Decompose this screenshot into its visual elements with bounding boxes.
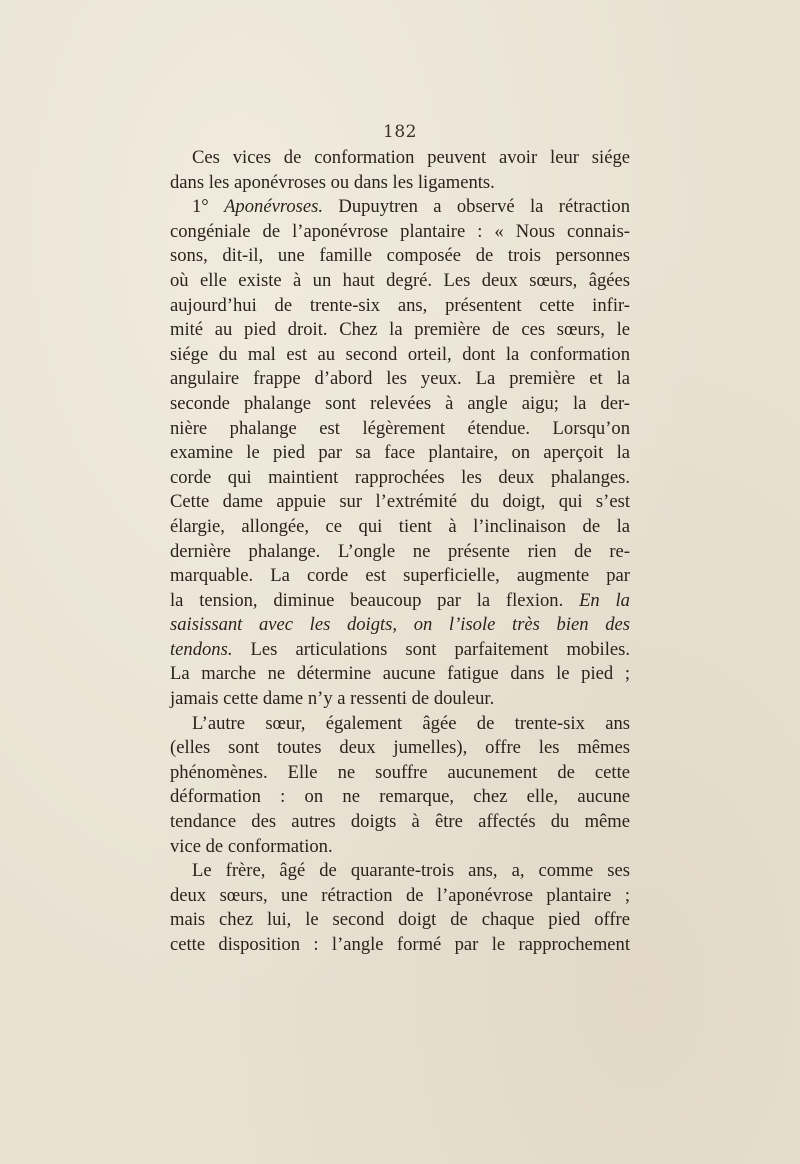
text-segment: la tension, diminue beaucoup par la flexion. [170,589,580,611]
text-line: sons, dit-il, une famille composée de trois personnes [170,245,630,267]
text-line: nière phalange est légèrement étendue. Lorsqu’on [170,417,630,439]
text-line: Ces vices de conformation peuvent avoir leur siége [192,147,630,168]
text-segment: Les articulations sont parfaitement mobiles. [232,638,630,660]
text-line: angulaire frappe d’abord les yeux. La première et la [170,368,630,390]
page-number: 182 [383,122,417,142]
text-line: siége du mal est au second orteil, dont la conformation [170,343,630,365]
text-line: déformation : on ne remarque, chez elle, aucune [170,786,630,808]
text-line: deux sœurs, une rétraction de l’aponévrose plantaire ; [170,884,630,906]
text-line: (elles sont toutes deux jumelles), offre les mêmes [170,737,630,759]
italic-segment: tendons. [170,638,233,660]
text-line [170,195,630,220]
body-text [170,146,630,958]
text-line: jamais cette dame n’y a ressenti de douleur. [170,688,495,710]
text-line: dernière phalange. L’ongle ne présente rien de re- [170,540,630,562]
text-line: corde qui maintient rapprochées les deux phalanges. [170,466,630,488]
text-line: Le frère, âgé de quarante-trois ans, a, comme ses [192,860,630,882]
text-line: mais chez lui, le second doigt de chaque pied offre [170,909,630,931]
text-line: L’autre sœur, également âgée de trente-six ans [192,712,630,734]
italic-segment: En la [579,589,630,611]
text-line: congéniale de l’aponévrose plantaire : « Nous connais- [170,220,630,242]
text-line: examine le pied par sa face plantaire, on aperçoit la [170,442,630,464]
text-line: tendance des autres doigts à être affectés du même [170,811,630,833]
text-segment: Dupuytren a observé la rétraction [323,196,630,218]
text-line: élargie, allongée, ce qui tient à l’inclinaison de la [170,515,630,537]
text-line: Cette dame appuie sur l’extrémité du doigt, qui s’est [170,491,630,513]
italic-segment: saisissant avec les doigts, on l’isole très bien des [170,614,630,636]
text-segment: 1° [192,196,225,218]
text-line: phénomènes. Elle ne souffre aucunement de cette [170,761,630,783]
text-line: aujourd’hui de trente-six ans, présentent cette infir- [170,294,630,316]
italic-segment: Aponévroses. [224,196,324,218]
text-line [170,589,630,614]
text-line: cette disposition : l’angle formé par le rapprochement [170,934,630,955]
text-line [170,613,630,638]
text-line: dans les aponévroses ou dans les ligaments. [170,171,495,193]
text-line: marquable. La corde est superficielle, augmente par [170,565,630,587]
text-line: où elle existe à un haut degré. Les deux sœurs, âgées [170,269,630,291]
text-line: mité au pied droit. Chez la première de ces sœurs, le [170,319,630,341]
text-line [170,638,630,663]
text-line: La marche ne détermine aucune fatigue dans le pied ; [170,663,630,685]
text-line: seconde phalange sont relevées à angle aigu; la der- [170,392,630,414]
text-line: vice de conformation. [170,835,333,857]
